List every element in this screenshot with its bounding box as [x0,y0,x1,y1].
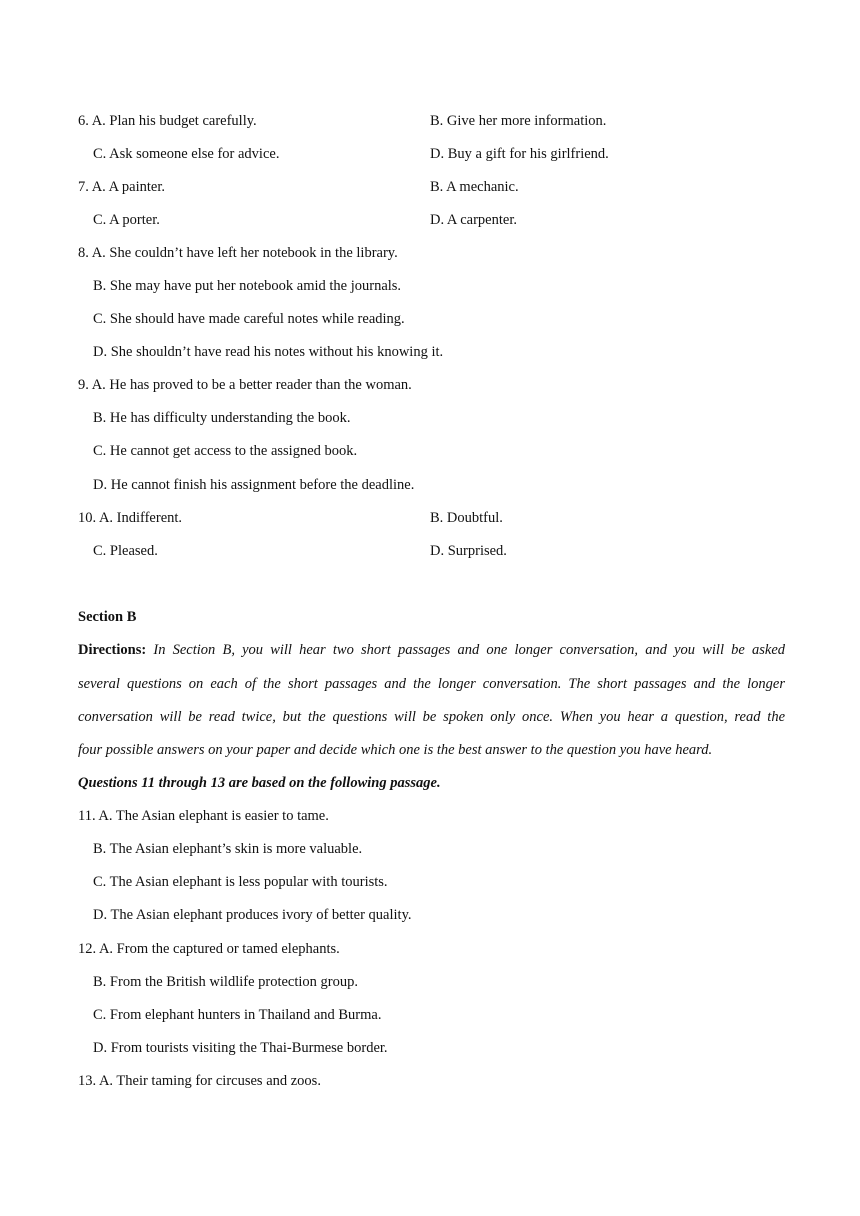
directions-label: Directions: [78,642,147,658]
q10-option-b: B. Doubtful. [430,510,503,526]
q8-option-b: B. She may have put her notebook amid the journals. [93,278,402,294]
q6-option-a: 6. A. Plan his budget carefully. [78,113,257,129]
q13-option-a: 13. A. Their taming for circuses and zoos. [78,1073,321,1089]
q6-option-c: C. Ask someone else for advice. [93,146,280,162]
q11-option-a: 11. A. The Asian elephant is easier to tame. [78,808,329,824]
q12-option-b: B. From the British wildlife protection group. [93,974,359,990]
directions-line-3: conversation will be read twice, but the questions will be spoken only once. When you hear a question, read the [78,709,785,725]
q8-option-d: D. She shouldn’t have read his notes without his knowing it. [93,344,444,360]
q8-option-c: C. She should have made careful notes while reading. [93,311,405,327]
q6-option-d: D. Buy a gift for his girlfriend. [430,146,609,162]
q7-option-b: B. A mechanic. [430,179,519,195]
q8-option-a: 8. A. She couldn’t have left her notebook in the library. [78,245,398,261]
q11-option-c: C. The Asian elephant is less popular with tourists. [93,874,388,890]
q7-option-d: D. A carpenter. [430,212,517,228]
q9-option-c: C. He cannot get access to the assigned book. [93,443,358,459]
directions-line-2: several questions on each of the short passages and the longer conversation. The short passages and the longer [78,676,785,692]
q11-option-d: D. The Asian elephant produces ivory of better quality. [93,907,412,923]
q9-option-a: 9. A. He has proved to be a better reader than the woman. [78,377,412,393]
q10-option-c: C. Pleased. [93,543,158,559]
q9-option-d: D. He cannot finish his assignment before the deadline. [93,477,415,493]
q11-option-b: B. The Asian elephant’s skin is more valuable. [93,841,363,857]
q7-option-a: 7. A. A painter. [78,179,165,195]
directions-line-4: four possible answers on your paper and decide which one is the best answer to the question you have heard. [78,742,713,758]
q10-option-d: D. Surprised. [430,543,507,559]
q7-option-c: C. A porter. [93,212,160,228]
directions-line-1 [78,641,785,659]
q6-option-b: B. Give her more information. [430,113,607,129]
passage-note: Questions 11 through 13 are based on the following passage. [78,775,441,791]
q12-option-d: D. From tourists visiting the Thai-Burmese border. [93,1040,388,1056]
q9-option-b: B. He has difficulty understanding the book. [93,410,351,426]
section-b-heading: Section B [78,609,137,625]
q10-option-a: 10. A. Indifferent. [78,510,183,526]
q12-option-a: 12. A. From the captured or tamed elephants. [78,941,340,957]
q12-option-c: C. From elephant hunters in Thailand and Burma. [93,1007,382,1023]
directions-text-1: In Section B, you will hear two short passages and one longer conversation, and you will be asked [153,642,785,658]
